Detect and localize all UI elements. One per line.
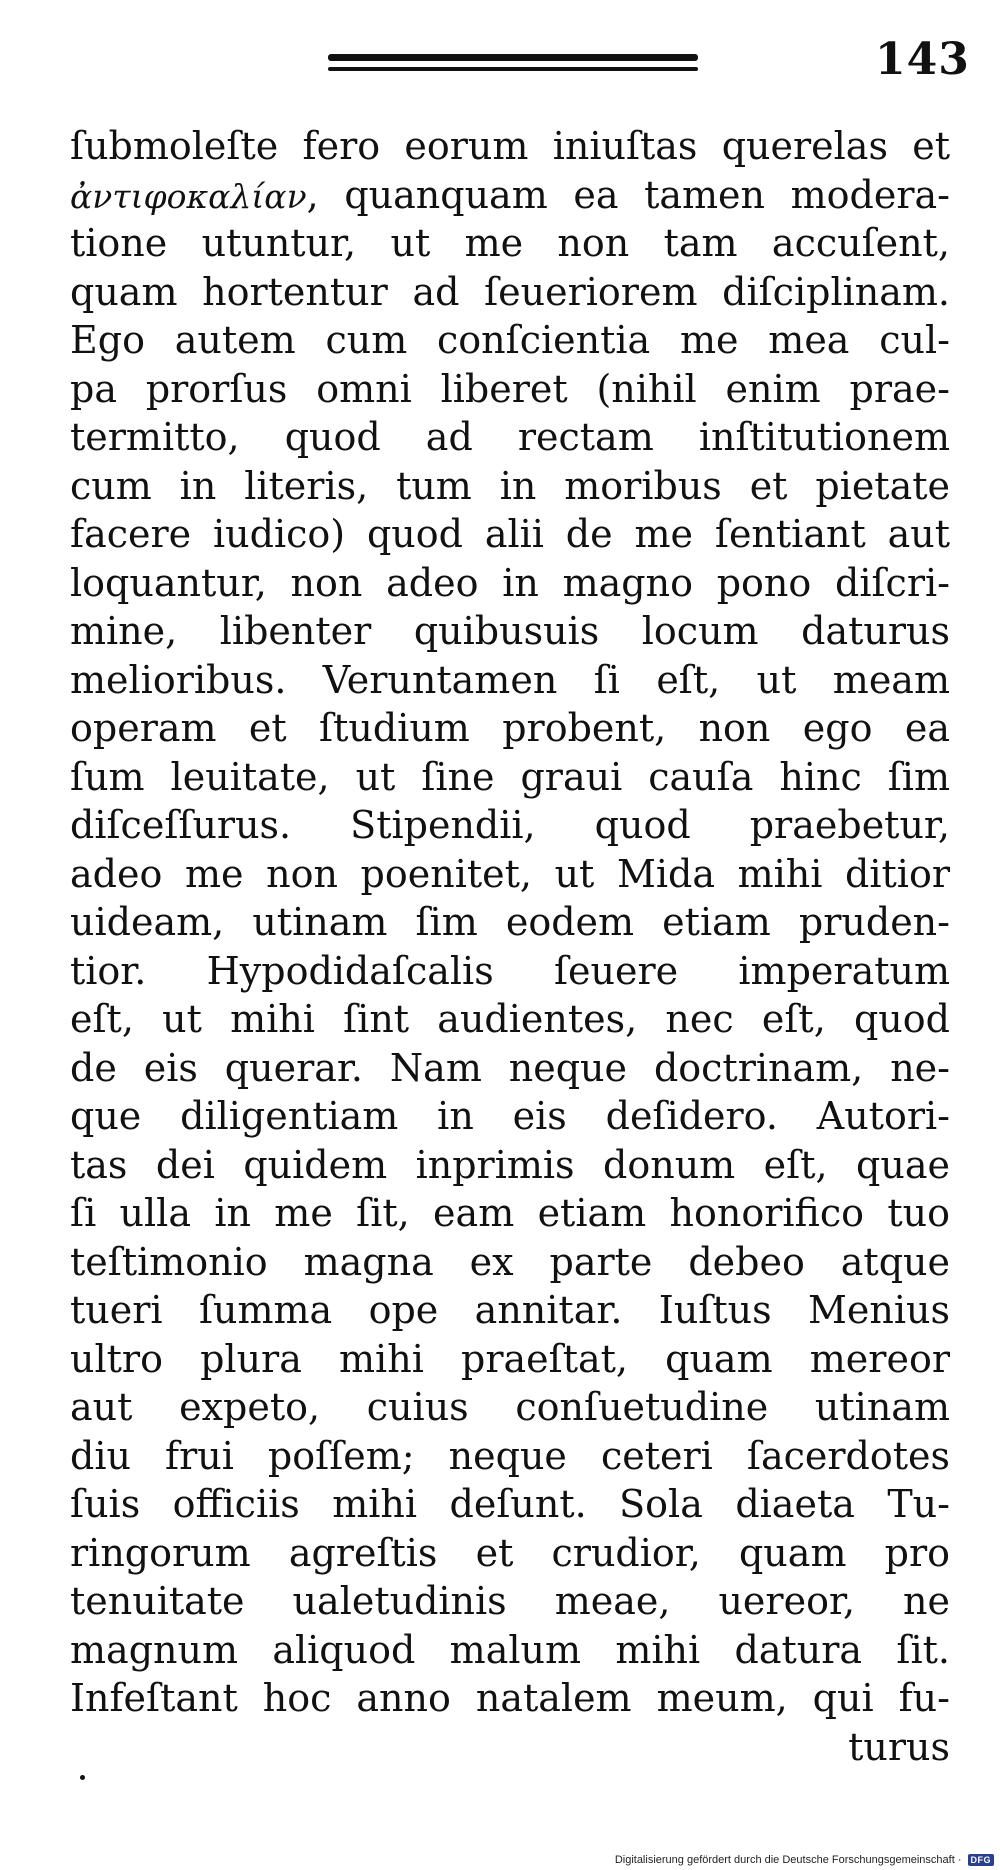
text-line: teſtimonio magna ex parte debeo atque (70, 1239, 950, 1284)
text-line: tas dei quidem inprimis donum eſt, quae (70, 1142, 950, 1187)
body-text (70, 122, 950, 1771)
text-line: ſum leuitate, ut ſine graui cauſa hinc ſim (70, 754, 950, 799)
text-line: tenuitate ualetudinis meae, uereor, ne (70, 1579, 950, 1623)
text-line: uideam, utinam ſim eodem etiam pruden- (70, 900, 950, 944)
text-line: ſuis officiis mihi deſunt. Sola diaeta Tu- (70, 1482, 950, 1526)
text-line-rest: , quanquam ea tamen modera- (306, 172, 950, 217)
catchword: turus (848, 1724, 950, 1769)
credit-text: Digitalisierung gefördert durch die Deutsche Forschungsgemeinschaft · (614, 1854, 962, 1866)
text-line (70, 171, 950, 220)
header-rule-thick (328, 54, 698, 61)
dfg-logo: DFG (968, 1854, 995, 1866)
text-line: que diligentiam in eis deſidero. Autori- (70, 1094, 950, 1138)
header-rule-thin (328, 67, 698, 71)
text-line: cum in literis, tum in moribus et pietate (70, 463, 950, 508)
text-line: pa prorſus omni liberet (nihil enim prae- (70, 366, 950, 411)
text-line: facere iudico) quod alii de me ſentiant aut (70, 512, 950, 556)
text-line: diſceſſurus. Stipendii, quod praebetur, (70, 803, 950, 847)
text-line: ſi ulla in me ſit, eam etiam honorifico tuo (70, 1191, 950, 1235)
text-line: de eis querar. Nam neque doctrinam, ne- (70, 1045, 950, 1090)
text-line: Infeſtant hoc anno natalem meum, qui fu- (70, 1676, 950, 1720)
text-line: loquantur, non adeo in magno pono diſcri- (70, 560, 950, 605)
text-line: termitto, quod ad rectam inſtitutionem (70, 415, 950, 459)
digitization-credit (615, 1854, 994, 1866)
text-line: mine, libenter quibusuis locum daturus (70, 609, 950, 653)
text-line: ultro plura mihi praeſtat, quam mereor (70, 1336, 950, 1381)
text-line: operam et ſtudium probent, non ego ea (70, 706, 950, 750)
text-line: ſubmoleſte fero eorum iniuſtas querelas et (70, 124, 950, 168)
text-line: eſt, ut mihi ſint audientes, nec eſt, quod (70, 997, 950, 1041)
text-line: diu frui poſſem; neque ceteri ſacerdotes (70, 1433, 950, 1478)
text-line: melioribus. Veruntamen ſi eſt, ut meam (70, 657, 950, 702)
text-line: tueri ſumma ope annitar. Iuſtus Menius (70, 1288, 950, 1332)
page-number: 143 (875, 34, 970, 85)
text-line: tior. Hypodidaſcalis ſeuere imperatum (70, 948, 950, 993)
greek-word: ἀντιφοκαλίαν (70, 176, 307, 216)
text-line: Ego autem cum conſcientia me mea cul- (70, 318, 950, 362)
text-line: aut expeto, cuius conſuetudine utinam (70, 1385, 950, 1429)
text-line: magnum aliquod malum mihi datura ſit. (70, 1627, 950, 1672)
text-line: adeo me non poenitet, ut Mida mihi ditior (70, 851, 950, 896)
header-rule (328, 54, 698, 71)
text-line: quam hortentur ad ſeueriorem diſciplinam. (70, 269, 950, 314)
margin-dot (80, 1775, 85, 1780)
text-line: ringorum agreſtis et crudior, quam pro (70, 1530, 950, 1575)
text-line: tione utuntur, ut me non tam accuſent, (70, 221, 950, 265)
